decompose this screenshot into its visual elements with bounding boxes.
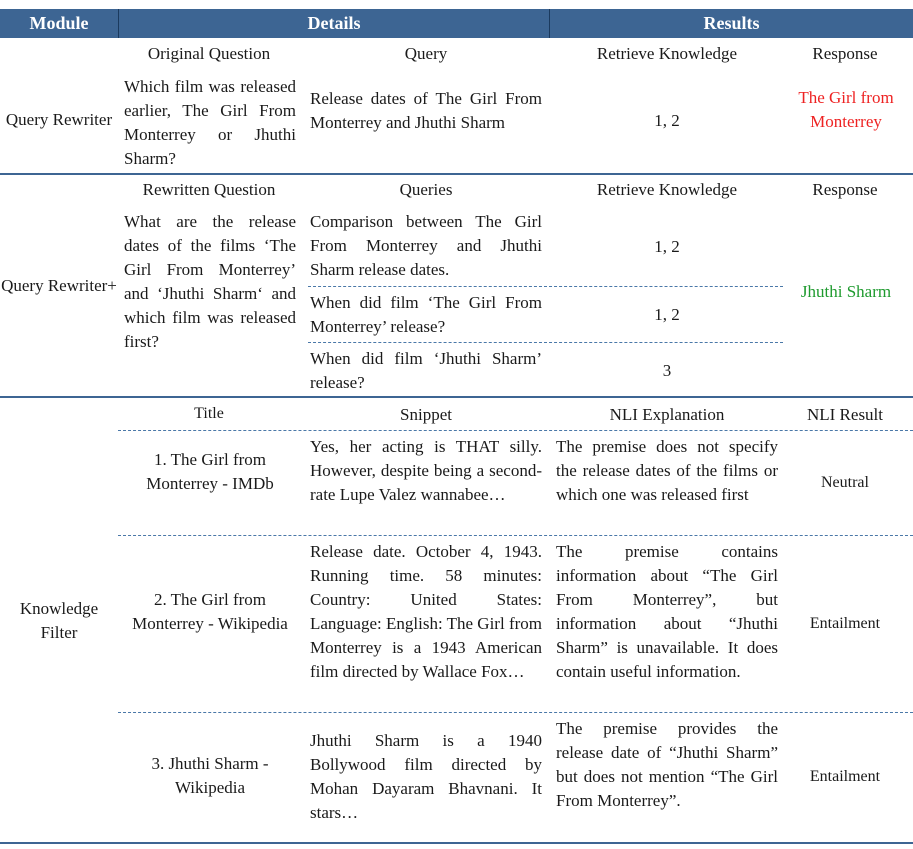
col-header-retrieve-knowledge: Retrieve Knowledge xyxy=(596,44,738,63)
retrieved-knowledge-ids: 1, 2 xyxy=(654,111,680,130)
col-header-response: Response xyxy=(812,180,878,199)
nli-result: Entailment xyxy=(809,615,881,632)
header-details: Details xyxy=(119,9,549,38)
col-header-nli-result: NLI Result xyxy=(806,405,884,424)
header-results: Results xyxy=(550,9,913,38)
knowledge-snippet: Jhuthi Sharm is a 1940 Bollywood film directed by Mohan Dayaram Bhavnani. It stars… xyxy=(310,731,542,822)
col-header-queries: Queries xyxy=(399,180,453,199)
row-divider xyxy=(308,286,783,287)
row-divider xyxy=(118,430,913,431)
col-header-snippet: Snippet xyxy=(400,405,452,424)
nli-explanation: The premise contains information about “The Girl From Monterrey”, but information about “Jhuthi Sharm” is unavailable. It does contain useful information. xyxy=(556,542,778,681)
row-divider xyxy=(118,712,913,713)
nli-result: Entailment xyxy=(809,768,881,785)
section-divider xyxy=(0,173,913,175)
response-correct: Jhuthi Sharm xyxy=(800,282,892,301)
nli-result: Neutral xyxy=(821,474,869,491)
knowledge-title: 2. The Girl from Monterrey - Wikipedia xyxy=(132,590,288,633)
query-item: Comparison between The Girl From Monterrey and Jhuthi Sharm release dates. xyxy=(310,212,542,279)
rewritten-query: Release dates of The Girl From Monterrey and Jhuthi Sharm xyxy=(310,89,542,132)
col-header-title: Title xyxy=(194,405,224,422)
col-header-response: Response xyxy=(812,44,878,63)
table-bottom-rule xyxy=(0,842,913,844)
knowledge-snippet: Yes, her acting is THAT silly. However, despite being a second-rate Lupe Valez wannabee… xyxy=(310,437,542,504)
query-knowledge-ids: 1, 2 xyxy=(654,237,680,256)
knowledge-title: 3. Jhuthi Sharm - Wikipedia xyxy=(151,754,269,797)
col-header-original-question: Original Question xyxy=(147,44,271,63)
col-header-retrieve-knowledge: Retrieve Knowledge xyxy=(596,180,738,199)
row-divider xyxy=(308,342,783,343)
knowledge-title: 1. The Girl from Monterrey - IMDb xyxy=(146,450,274,493)
col-header-nli-explanation: NLI Explanation xyxy=(609,405,725,424)
query-knowledge-ids: 3 xyxy=(662,361,672,380)
module-query-rewriter-plus: Query Rewriter+ xyxy=(1,276,117,295)
nli-explanation: The premise provides the release date of “Jhuthi Sharm” but does not mention “The Girl From Monterrey”. xyxy=(556,719,778,810)
module-query-rewriter: Query Rewriter xyxy=(5,110,113,129)
header-module: Module xyxy=(0,9,118,38)
nli-explanation: The premise does not specify the release dates of the films or which one was released first xyxy=(556,437,778,504)
query-knowledge-ids: 1, 2 xyxy=(654,305,680,324)
original-question: Which film was released earlier, The Girl From Monterrey or Jhuthi Sharm? xyxy=(124,77,296,168)
module-knowledge-filter: Knowledge Filter xyxy=(19,599,99,642)
knowledge-snippet: Release date. October 4, 1943. Running time. 58 minutes: Country: United States: Language: English: The Girl from Monterrey is a 1943 American film directed by Wallace Fox… xyxy=(310,542,542,681)
section-divider xyxy=(0,396,913,398)
col-header-rewritten-question: Rewritten Question xyxy=(142,180,276,199)
row-divider xyxy=(118,535,913,536)
col-header-query: Query xyxy=(404,44,448,63)
rewritten-question: What are the release dates of the films ‘The Girl From Monterrey’ and ‘Jhuthi Sharm‘ and which film was released first? xyxy=(124,212,296,351)
query-item: When did film ‘The Girl From Monterrey’ release? xyxy=(310,293,542,336)
query-item: When did film ‘Jhuthi Sharm’ release? xyxy=(310,349,542,392)
response-wrong: The Girl from Monterrey xyxy=(798,88,894,131)
